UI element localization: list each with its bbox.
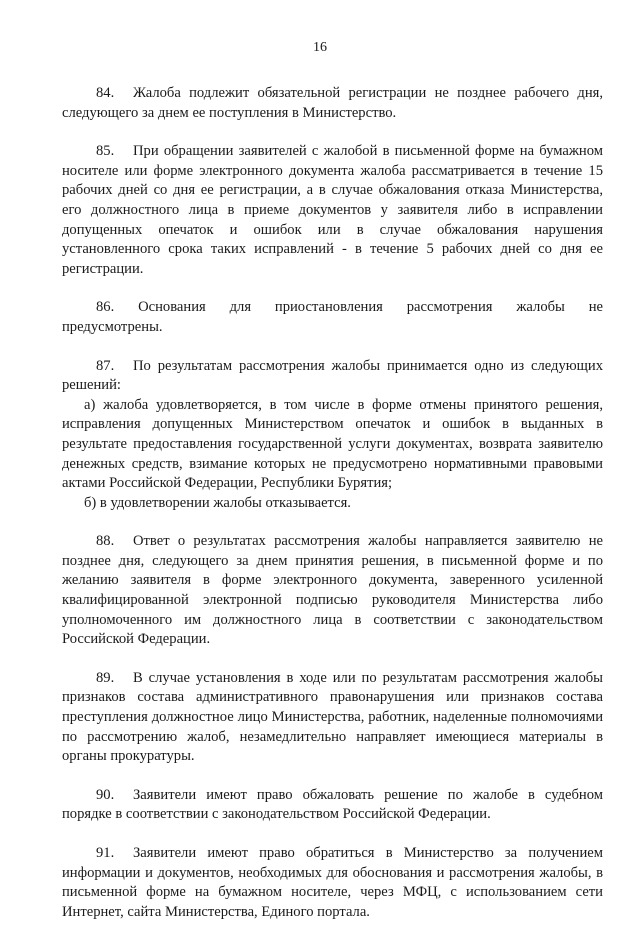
paragraph-word: жалобы: [516, 299, 565, 316]
paragraph-number: 88.: [96, 533, 115, 550]
paragraph-number: 85.: [96, 143, 115, 160]
paragraph-86: [62, 298, 603, 337]
paragraph-87: [62, 357, 603, 396]
paragraph-88: [62, 532, 603, 650]
paragraph-86-first-line: [62, 298, 603, 318]
document-body: [62, 84, 603, 941]
paragraph-85: [62, 142, 603, 279]
paragraph-87-item-b: б) в удовлетворении жалобы отказывается.: [84, 494, 351, 511]
paragraph-number: 84.: [96, 85, 115, 101]
paragraph-number: 89.: [96, 669, 115, 686]
paragraph-text: предусмотрены.: [62, 318, 163, 335]
paragraph-87-item-a: а) жалоба удовлетворяется, в том числе в форме отмены принятого решения, исправления допущенных Министерством опечаток и ошибок в выданных в результате предоставления государственной услуги документах, возврата заявителю денежных средств, взимание которых не предусмотрено нормативными правовыми актами Российской Федерации, Республики Бурятия;: [62, 396, 603, 492]
paragraph-number: 90.: [96, 786, 115, 803]
paragraph-text: По результатам рассмотрения жалобы принимается одно из следующих решений:: [62, 357, 603, 394]
page-number: 16: [313, 40, 327, 55]
paragraph-number: 87.: [96, 357, 115, 374]
paragraph-number: 91.: [96, 845, 115, 861]
paragraph-text: Заявители имеют право обжаловать решение по жалобе в судебном порядке в соответствии с законодательством Российской Федерации.: [62, 786, 603, 823]
paragraph-word: не: [588, 299, 603, 316]
paragraph-word: Основания: [138, 299, 206, 316]
paragraph-text: Жалоба подлежит обязательной регистрации не позднее рабочего дня, следующего за днем ее поступления в Министерство.: [62, 85, 603, 121]
paragraph-90: [62, 786, 603, 825]
paragraph-91: [62, 844, 603, 922]
paragraph-text: В случае установления в ходе или по результатам рассмотрения жалобы признаков состава административного правонарушения или признаков состава преступления должностное лицо Министерства, работник, наделенные полномочиями по рассмотрению жалоб, незамедлительно направляет имеющиеся материалы в органы прокуратуры.: [62, 669, 603, 765]
paragraph-text: Заявители имеют право обратиться в Министерство за получением информации и документов, необходимых для обоснования и рассмотрения жалобы, в письменной форме на бумажном носителе, через МФЦ, с использованием сети Интернет, сайта Министерства, Единого портала.: [62, 845, 603, 920]
paragraph-word: рассмотрения: [406, 299, 493, 316]
paragraph-text: При обращении заявителей с жалобой в письменной форме на бумажном носителе или форме электронного документа жалоба рассматривается в течение 15 рабочих дней со дня ее регистрации, а в случае обжалования отказа Министерства, его должностного лица в приеме документов у заявителя либо в исправлении допущенных опечаток и ошибок или в случае обжалования нарушения установленного срока таких исправлений - в течение 5 рабочих дней со дня ее регистрации.: [62, 143, 603, 277]
paragraph-89: [62, 669, 603, 767]
paragraph-84: [62, 84, 603, 123]
paragraph-word: для: [229, 299, 252, 316]
paragraph-word: приостановления: [274, 299, 383, 316]
paragraph-text: Ответ о результатах рассмотрения жалобы направляется заявителю не позднее дня, следующего за днем принятия решения, в письменной форме и по желанию заявителя в форме электронного документа, заверенного усиленной квалифицированной электронной подписью руководителя Министерства либо уполномоченного им должностного лица в соответствии с законодательством Российской Федерации.: [62, 533, 603, 648]
paragraph-number: 86.: [96, 299, 115, 316]
